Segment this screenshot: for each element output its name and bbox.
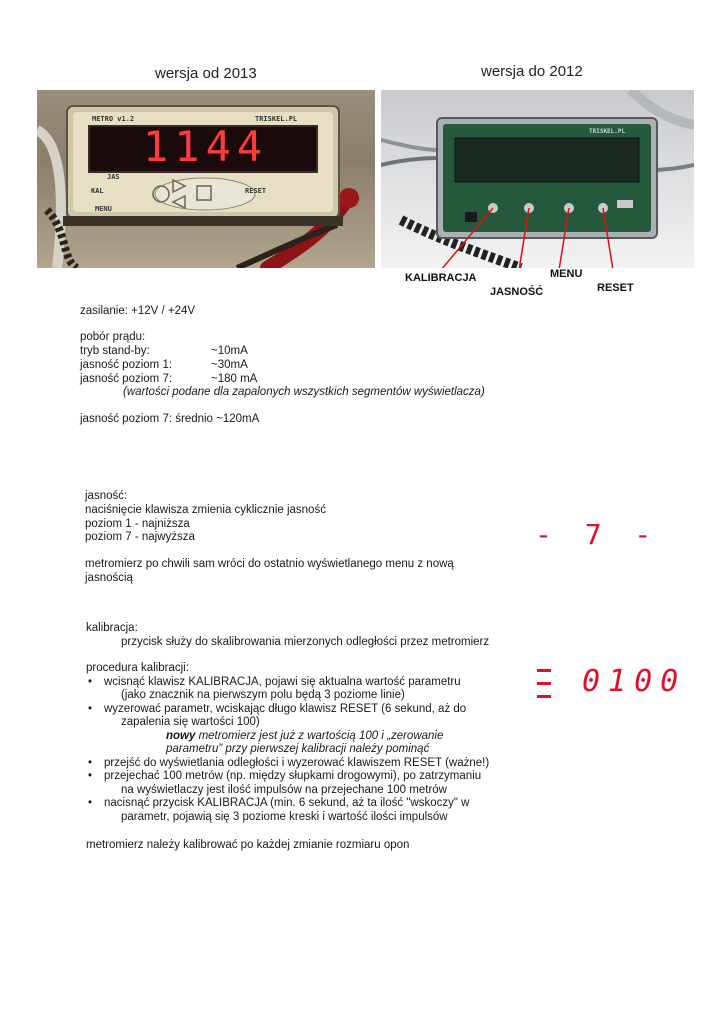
device-2012-photo: [381, 90, 694, 268]
procedure-step: na wyświetlaczy jest ilość impulsów na przejechane 100 metrów: [121, 784, 447, 796]
supply-text: zasilanie: +12V / +24V: [80, 305, 196, 317]
average-current: jasność poziom 7: średnio ~120mA: [80, 413, 260, 425]
bullet: •: [88, 770, 93, 782]
procedure-step: (jako znacznik na pierwszym polu będą 3 poziome linie): [121, 689, 405, 701]
brightness-display: - 7 -: [535, 518, 660, 551]
procedure-step: przejechać 100 metrów (np. między słupkami drogowymi), po zatrzymaniu: [104, 770, 482, 782]
current-note: (wartości podane dla zapalonych wszystkich segmentów wyświetlacza): [123, 386, 485, 398]
bullet: •: [88, 757, 93, 769]
current-row-value: ~30mA: [211, 359, 248, 371]
current-row-value: ~10mA: [211, 345, 248, 357]
procedure-step: przejść do wyświetlania odległości i wyzerować klawiszem RESET (ważne!): [104, 757, 490, 769]
note-bold: nowy: [166, 730, 196, 742]
label-jasnosc: JASNOŚĆ: [490, 286, 544, 298]
procedure-step: wcisnąć klawisz KALIBRACJA, pojawi się aktualna wartość parametru: [104, 676, 461, 688]
procedure-step: parametr, pojawią się 3 poziome kreski i wartość ilości impulsów: [121, 811, 448, 823]
brightness-line: metromierz po chwili sam wróci do ostatnio wyświetlanego menu z nową: [85, 558, 454, 570]
procedure-step: nacisnąć przycisk KALIBRACJA (min. 6 sekund, aż ta ilość "wskoczy" w: [104, 797, 470, 809]
device-2013-key-kal: KAL: [91, 187, 104, 195]
label-menu: MENU: [550, 268, 583, 280]
brightness-line: poziom 1 - najniższa: [85, 518, 190, 530]
calibration-display-value: 0100: [582, 664, 687, 699]
device-2013-display-readout: 1144: [143, 122, 269, 171]
label-reset: RESET: [597, 282, 634, 294]
device-2013-brand-left: METRO v1.2: [92, 115, 135, 123]
device-2013-photo: [37, 90, 375, 268]
current-row-label: jasność poziom 1:: [80, 359, 173, 371]
device-2013-key-reset: RESET: [245, 187, 267, 195]
calibration-title: kalibracja:: [86, 622, 138, 634]
label-kalibracja: KALIBRACJA: [405, 272, 477, 284]
current-title: pobór prądu:: [80, 331, 146, 343]
bullet: •: [88, 676, 93, 688]
procedure-title: procedura kalibracji:: [86, 662, 189, 674]
calibration-display-marker: [535, 667, 555, 701]
procedure-note: [166, 730, 443, 744]
current-row-label: tryb stand-by:: [80, 345, 150, 357]
device-2013-key-jas: JAS: [107, 173, 120, 181]
device-2013-brand-right: TRISKEL.PL: [255, 115, 298, 123]
brightness-line: naciśnięcie klawisza zmienia cyklicznie jasność: [85, 504, 326, 516]
device-2012-brand: TRISKEL.PL: [589, 128, 626, 135]
procedure-note: parametru” przy pierwszej kalibracji należy pominąć: [166, 743, 430, 755]
procedure-step: wyzerować parametr, wciskając długo klawisz RESET (6 sekund, aż do: [104, 703, 467, 715]
note-rest: metromierz jest już z wartością 100 i „zerowanie: [195, 730, 444, 742]
current-row-value: ~180 mA: [211, 373, 258, 385]
heading-version-2012: wersja do 2012: [481, 63, 583, 80]
bullet: •: [88, 703, 93, 715]
brightness-title: jasność:: [85, 490, 128, 502]
current-row-label: jasność poziom 7:: [80, 373, 173, 385]
heading-version-2013: wersja od 2013: [155, 65, 257, 82]
procedure-step: zapalenia się wartości 100): [121, 716, 260, 728]
brightness-line: poziom 7 - najwyższa: [85, 531, 195, 543]
calibration-desc: przycisk służy do skalibrowania mierzonych odległości przez metromierz: [121, 636, 490, 648]
bullet: •: [88, 797, 93, 809]
brightness-line: jasnością: [85, 572, 133, 584]
calibration-final: metromierz należy kalibrować po każdej zmianie rozmiaru opon: [86, 839, 410, 851]
device-2013-key-menu: MENU: [95, 205, 112, 213]
